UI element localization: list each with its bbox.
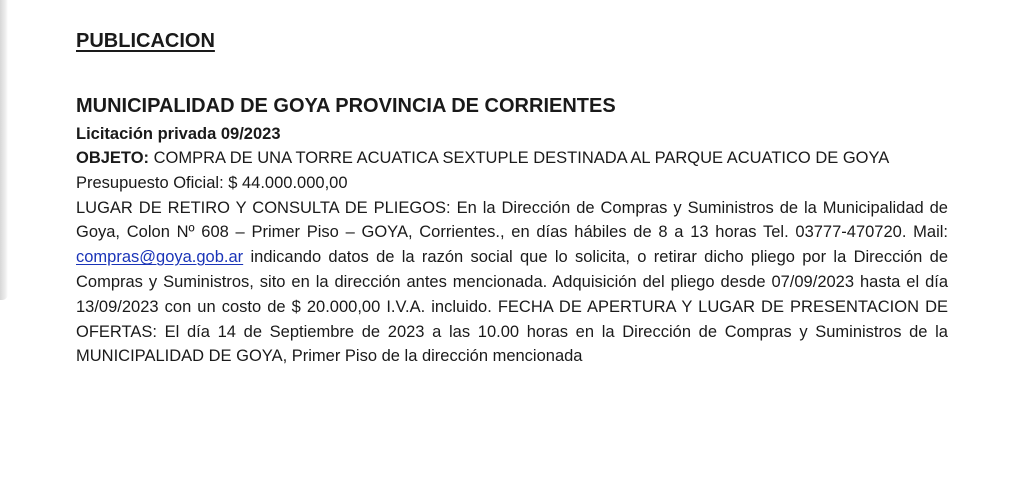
body-text-before-email: LUGAR DE RETIRO Y CONSULTA DE PLIEGOS: En la Dirección de Compras y Suministros de la Municipalidad de Goya, Colon Nº 608 – Primer Piso – GOYA, Corrientes., en días hábiles de 8 a 13 horas Tel. 03777-470720. Mail: [76, 198, 948, 242]
organization-title: MUNICIPALIDAD DE GOYA PROVINCIA DE CORRIENTES [76, 95, 616, 117]
object-paragraph [76, 146, 948, 171]
official-budget: Presupuesto Oficial: $ 44.000.000,00 [76, 173, 348, 192]
publication-document [76, 28, 948, 369]
body-text-after-email: indicando datos de la razón social que lo solicita, o retirar dicho pliego por la Dirección de Compras y Suministros, sito en la dirección antes mencionada. Adquisición del pliego desde 07/09/2023 hasta el día 13/09/2023 con un costo de $ 20.000,00 I.V.A. incluido. FECHA DE APERTURA Y LUGAR DE PRESENTACION DE OFERTAS: El día 14 de Septiembre de 2023 a las 10.00 horas en la Dirección de Compras y Suministros de la MUNICIPALIDAD DE GOYA, Primer Piso de la dirección mencionada [76, 248, 948, 366]
tender-number: Licitación privada 09/2023 [76, 125, 281, 143]
object-text: COMPRA DE UNA TORRE ACUATICA SEXTUPLE DESTINADA AL PARQUE ACUATICO DE GOYA [149, 149, 890, 167]
email-link[interactable]: compras@goya.gob.ar [76, 248, 244, 267]
object-label: OBJETO: [76, 149, 150, 167]
publication-heading: PUBLICACION [76, 30, 215, 52]
page-edge-shadow [0, 0, 8, 300]
body-paragraph [76, 196, 948, 370]
